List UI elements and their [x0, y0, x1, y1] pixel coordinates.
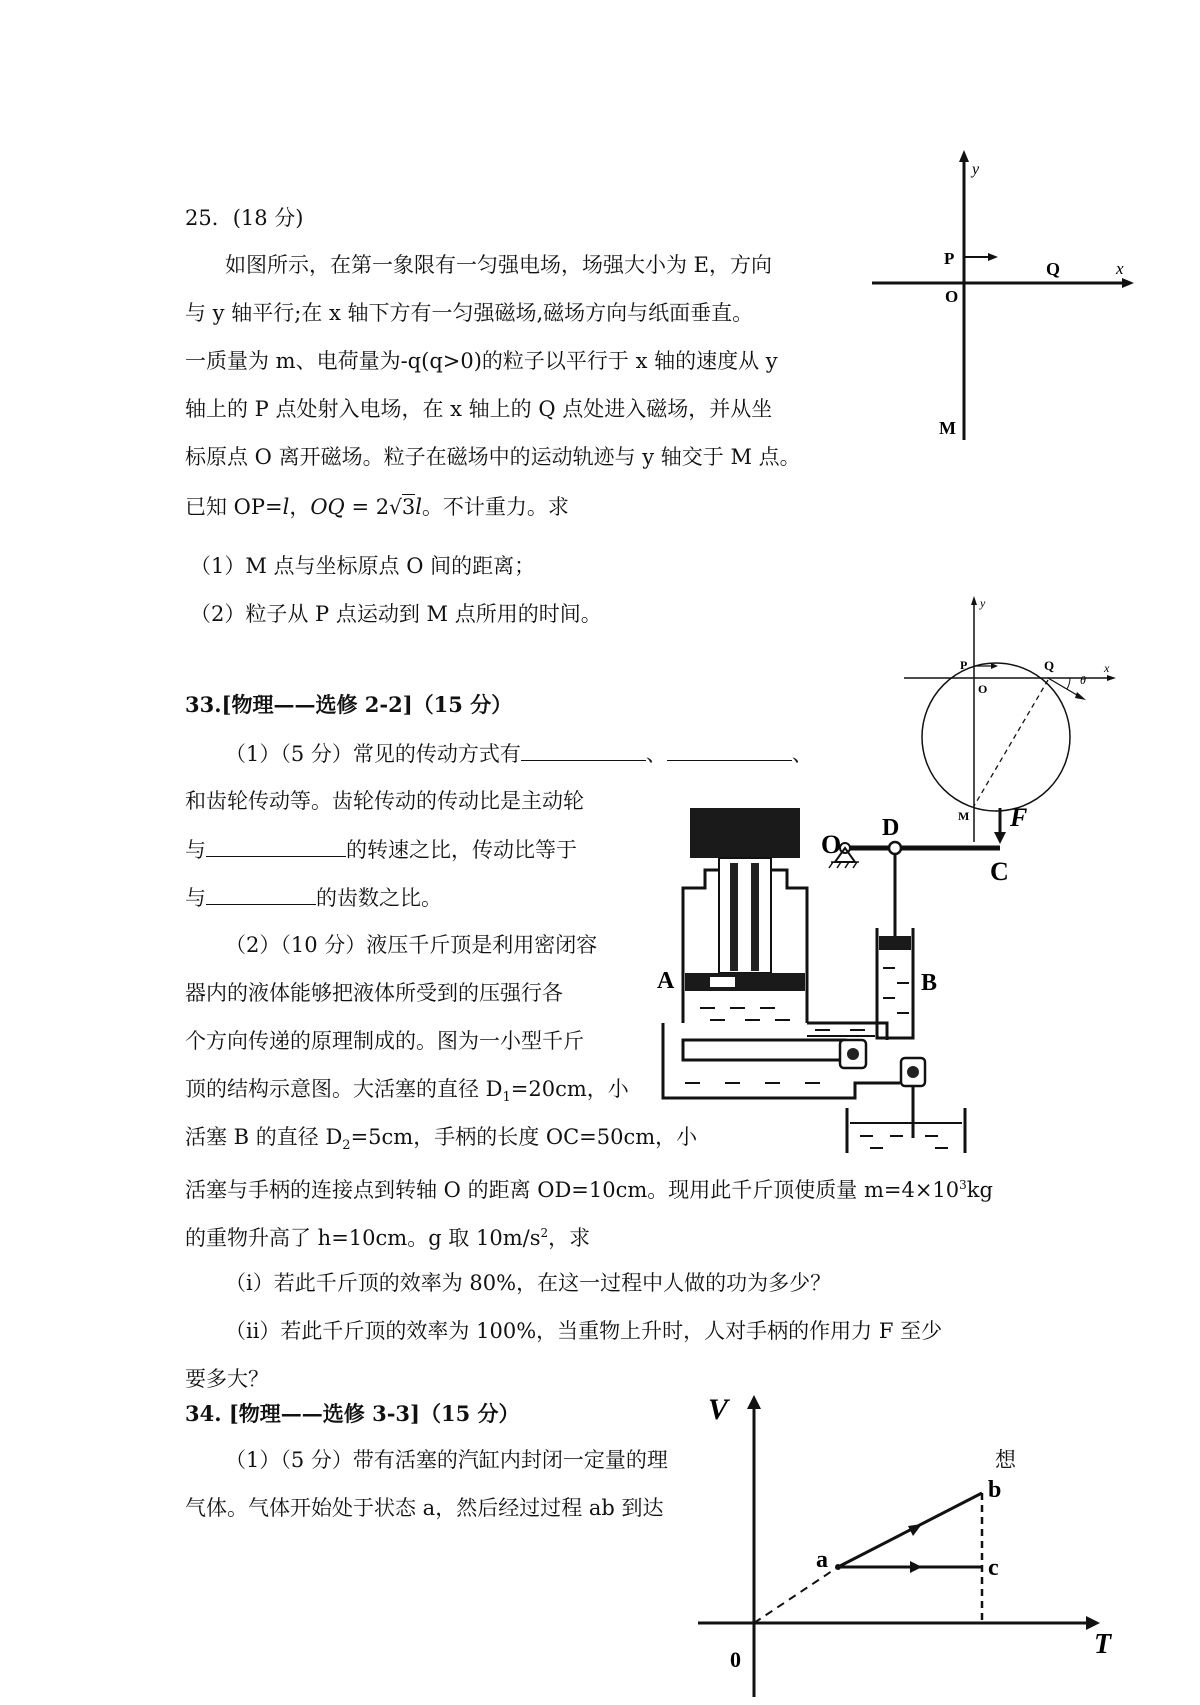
q33-p2-line5-sub: 2	[342, 1138, 351, 1154]
vt-graph	[690, 1385, 1120, 1705]
q33-p1-line4-a: 与	[185, 886, 206, 910]
label-y: y	[972, 161, 980, 178]
label-x: x	[1116, 259, 1124, 278]
fluid-tank-dashes	[860, 1136, 948, 1148]
process-ac-arrow	[910, 1561, 922, 1573]
label-O: O	[945, 287, 959, 306]
state-a-dot	[835, 1564, 841, 1570]
y-axis-arrow	[959, 150, 969, 162]
q33-p2-line-4	[185, 1076, 629, 1111]
pivot-D	[889, 842, 901, 854]
q34-line-1-tail: 想	[995, 1448, 1016, 1472]
label-M: M	[958, 809, 970, 823]
q25-given-mid: ，	[289, 495, 311, 519]
q33-p1-line4-b: 的齿数之比。	[316, 886, 442, 910]
q25-formula-eq: = 2	[344, 495, 390, 519]
load-block	[690, 808, 800, 858]
label-B: B	[921, 970, 938, 996]
q33-p1-line-4	[185, 884, 442, 911]
label-x: x	[1104, 661, 1110, 675]
label-theta: θ	[1080, 673, 1086, 687]
q34-heading: 34. [物理——选修 3-3]（15 分）	[185, 1401, 520, 1426]
label-M: M	[939, 418, 956, 438]
q33-p1-line3-a: 与	[185, 838, 206, 862]
velocity-arrowhead	[988, 253, 998, 261]
q33-p2-line4-a: 顶的结构示意图。大活塞的直径 D	[185, 1077, 503, 1101]
q33-p2-line7-sup: 2	[540, 1226, 549, 1240]
q33-question-ii-a: （ⅱ）若此千斤顶的效率为 100%，当重物上升时，人对手柄的作用力 F 至少	[225, 1319, 943, 1343]
q33-p2-line4-sub: 1	[502, 1090, 511, 1106]
q33-p2-line4-b: =20cm，小	[510, 1077, 629, 1101]
small-piston-B	[879, 936, 911, 950]
label-Q: Q	[1044, 658, 1055, 673]
q25-line-3: 一质量为 m、电荷量为-q(q>0)的粒子以平行于 x 轴的速度从 y	[185, 349, 778, 373]
q25-heading: 25．(18 分)	[185, 206, 304, 230]
q33-question-ii-b: 要多大？	[185, 1367, 269, 1391]
rod-groove-1	[730, 863, 738, 971]
answer-blank-1[interactable]	[521, 740, 646, 761]
piston-seal	[710, 977, 735, 987]
label-origin: 0	[730, 1647, 741, 1672]
q33-heading: 33.[物理——选修 2-2]（15 分）	[185, 692, 513, 717]
big-piston-A	[685, 973, 805, 991]
q33-p2-line-2: 器内的液体能够把液体所受到的压强行各	[185, 981, 563, 1005]
trajectory-circle	[922, 663, 1070, 811]
label-O: O	[978, 682, 988, 696]
valve-ball-2	[907, 1066, 919, 1078]
q33-p2-line6-b: kg	[966, 1178, 993, 1202]
q25-given-prefix: 已知 OP=	[185, 495, 283, 519]
label-b: b	[988, 1477, 1002, 1503]
q33-p2-line-5	[185, 1124, 697, 1159]
rod-groove-2	[751, 863, 759, 971]
q33-p1-separator-2: 、	[791, 742, 813, 766]
t-axis-arrow	[1086, 1616, 1100, 1630]
q33-p2-line-3: 个方向传递的原理制成的。图为一小型千斤	[185, 1029, 584, 1053]
q33-p2-line7-b: ，求	[548, 1226, 591, 1250]
q25-given-l: l	[282, 495, 290, 519]
answer-blank-4[interactable]	[206, 884, 316, 905]
sqrt-symbol: √	[389, 495, 402, 519]
q25-given-line	[185, 494, 569, 520]
valve-ball-1	[847, 1048, 859, 1060]
q25-line-4: 轴上的 P 点处射入电场，在 x 轴上的 Q 点处进入磁场，并从坐	[185, 397, 773, 421]
hydraulic-jack-figure	[655, 808, 1105, 1153]
q25-figure-axes	[860, 150, 1150, 450]
fluid-small-cylinder	[883, 968, 909, 1013]
q33-question-i: （ⅰ）若此千斤顶的效率为 80%，在这一过程中人做的功为多少？	[225, 1271, 832, 1295]
label-P: P	[944, 249, 955, 268]
oil-tank	[847, 1108, 965, 1153]
q25-given-suffix: 。不计重力。求	[421, 495, 569, 519]
diameter-dashed	[974, 680, 1048, 806]
label-F: F	[1010, 808, 1028, 832]
q25-formula-oq: OQ	[310, 495, 345, 519]
fluid-big-cylinder	[700, 1008, 790, 1020]
q25-line-1: 如图所示，在第一象限有一匀强电场，场强大小为 E，方向	[225, 253, 773, 277]
process-ab-arrow	[908, 1524, 922, 1536]
q33-p1-line-1	[225, 740, 813, 767]
q33-p2-line5-a: 活塞 B 的直径 D	[185, 1125, 343, 1149]
extension-0a	[754, 1567, 838, 1623]
label-V: V	[708, 1393, 729, 1426]
y-axis-arrow	[971, 596, 977, 605]
q33-p2-line-7	[185, 1220, 590, 1251]
label-Q: Q	[1046, 259, 1061, 279]
x-axis-arrow	[1122, 278, 1134, 288]
v-axis-arrow	[747, 1395, 761, 1409]
q25-sub-2: （2）粒子从 P 点运动到 M 点所用的时间。	[190, 602, 602, 626]
q33-p2-line5-b: =5cm，手柄的长度 OC=50cm，小	[350, 1125, 698, 1149]
theta-arc	[1067, 678, 1070, 689]
q33-p2-line-1: （2）（10 分）液压千斤顶是利用密闭容	[225, 933, 598, 957]
q33-p1-line-3	[185, 836, 577, 863]
label-a: a	[816, 1547, 828, 1573]
fluid-pipe-inner	[683, 1040, 845, 1060]
label-P: P	[960, 658, 968, 672]
q33-p1-line3-b: 的转速之比，传动比等于	[346, 838, 577, 862]
q25-sub-1: （1）M 点与坐标原点 O 间的距离；	[190, 554, 536, 578]
label-y: y	[980, 596, 986, 610]
fluid-pipe-dashes	[685, 1030, 865, 1083]
big-piston-rod	[719, 858, 771, 973]
q34-line-1: （1）（5 分）带有活塞的汽缸内封闭一定量的理	[225, 1448, 668, 1472]
force-F-arrowhead	[994, 832, 1006, 844]
q33-p1-separator-1: 、	[645, 742, 667, 766]
x-axis-arrow	[1107, 675, 1116, 681]
label-c: c	[988, 1555, 999, 1581]
pipe-top	[807, 1023, 887, 1040]
q34-line-2: 气体。气体开始处于状态 a，然后经过过程 ab 到达	[185, 1496, 664, 1520]
answer-blank-3[interactable]	[206, 836, 346, 857]
label-O: O	[821, 830, 842, 859]
q33-p2-line6-sup: 3	[959, 1178, 967, 1192]
velocity-arrowhead-p	[991, 663, 998, 669]
label-C: C	[990, 857, 1009, 886]
q25-line-5: 标原点 O 离开磁场。粒子在磁场中的运动轨迹与 y 轴交于 M 点。	[185, 445, 801, 469]
q33-p2-line7-a: 的重物升高了 h=10cm。g 取 10m/s	[185, 1226, 541, 1250]
q33-p2-line-6	[185, 1172, 993, 1203]
q33-p1-line-2: 和齿轮传动等。齿轮传动的传动比是主动轮	[185, 789, 584, 813]
answer-blank-2[interactable]	[667, 740, 792, 761]
q25-line-2: 与 y 轴平行;在 x 轴下方有一匀强磁场,磁场方向与纸面垂直。	[185, 301, 754, 325]
q25-formula-l: l	[415, 495, 422, 519]
label-T: T	[1094, 1629, 1112, 1660]
velocity-arrowhead-q	[1075, 692, 1086, 700]
q25-formula-radicand: 3	[401, 495, 416, 519]
label-D: D	[882, 815, 900, 841]
q33-p1-text: （1）（5 分）常见的传动方式有	[225, 742, 521, 766]
q33-p2-line6-a: 活塞与手柄的连接点到转轴 O 的距离 OD=10cm。现用此千斤顶使质量 m=4×10	[185, 1178, 960, 1202]
label-A: A	[657, 968, 675, 994]
